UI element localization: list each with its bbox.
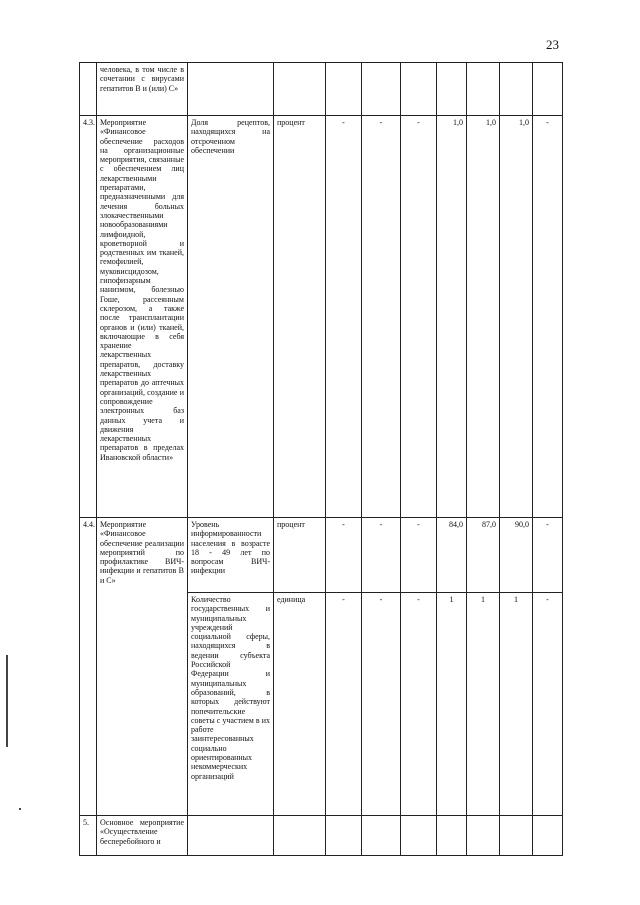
unit-cell: процент <box>274 518 326 593</box>
value-cell: 1,0 <box>500 116 533 518</box>
row-number: 5. <box>80 816 97 856</box>
table-row <box>80 816 563 856</box>
value-cell: - <box>533 116 563 518</box>
value-cell: - <box>326 116 362 518</box>
program-indicators-table <box>79 62 563 856</box>
scan-edge-mark <box>6 655 8 747</box>
row-number: 4.3. <box>80 116 97 518</box>
indicator-cell: Доля рецептов, находящихся на отсроченном обеспечении <box>188 116 274 518</box>
table-row <box>80 116 563 518</box>
measure-cell: человека, в том числе в сочетании с вирусами гепатитов В и (или) С» <box>97 63 188 116</box>
page-number: 23 <box>546 37 559 52</box>
value-cell: - <box>401 116 437 518</box>
value-cell: - <box>326 518 362 593</box>
row-number <box>80 63 97 116</box>
value-cell: - <box>533 593 563 816</box>
value-cell: - <box>362 116 401 518</box>
unit-cell: единица <box>274 593 326 816</box>
value-cell: - <box>401 593 437 816</box>
value-cell: - <box>533 518 563 593</box>
value-cell: 84,0 <box>437 518 467 593</box>
indicator-cell: Уровень информированности населения в возрасте 18 - 49 лет по вопросам ВИЧ-инфекции <box>188 518 274 593</box>
value-cell: - <box>401 518 437 593</box>
measure-cell: Мероприятие «Финансовое обеспечение расходов на организационные мероприятия, связанные с обеспечением лиц лекарственными препаратами, предназначенными для лечения больных злокачественными новообразованиями лимфоидной, кроветворной и родственных им тканей, гемофилией, муковисцидозом, гипофизарным нанизмом, болезнью Гоше, рассеянным склерозом, а также после трансплантации органов и (или) тканей, включающие в себя хранение лекарственных препаратов, доставку лекарственных препаратов до аптечных организаций, создание и сопровождение электронных баз данных учета и движения лекарственных препаратов в пределах Ивановской области» <box>97 116 188 518</box>
measure-cell: Основное мероприятие «Осуществление бесперебойного и <box>97 816 188 856</box>
value-cell: 87,0 <box>467 518 500 593</box>
value-cell: 1,0 <box>467 116 500 518</box>
value-cell: - <box>362 518 401 593</box>
table-row <box>80 63 563 116</box>
table-row <box>80 518 563 593</box>
value-cell: 90,0 <box>500 518 533 593</box>
value-cell: - <box>326 593 362 816</box>
value-cell: 1 <box>437 593 467 816</box>
measure-cell: Мероприятие «Финансовое обеспечение реализации мероприятий по профилактике ВИЧ-инфекции и гепатитов В и С» <box>97 518 188 816</box>
indicator-cell: Количество государственных и муниципальных учреждений социальной сферы, находящихся в ведении субъекта Российской Федерации и муниципальных образований, в которых действуют попечительские советы с участием в их работе заинтересованных социально ориентированных некоммерческих организаций <box>188 593 274 816</box>
value-cell: 1,0 <box>437 116 467 518</box>
value-cell: - <box>362 593 401 816</box>
unit-cell: процент <box>274 116 326 518</box>
row-number: 4.4. <box>80 518 97 816</box>
scan-edge-mark <box>19 808 21 810</box>
value-cell: 1 <box>467 593 500 816</box>
value-cell: 1 <box>500 593 533 816</box>
